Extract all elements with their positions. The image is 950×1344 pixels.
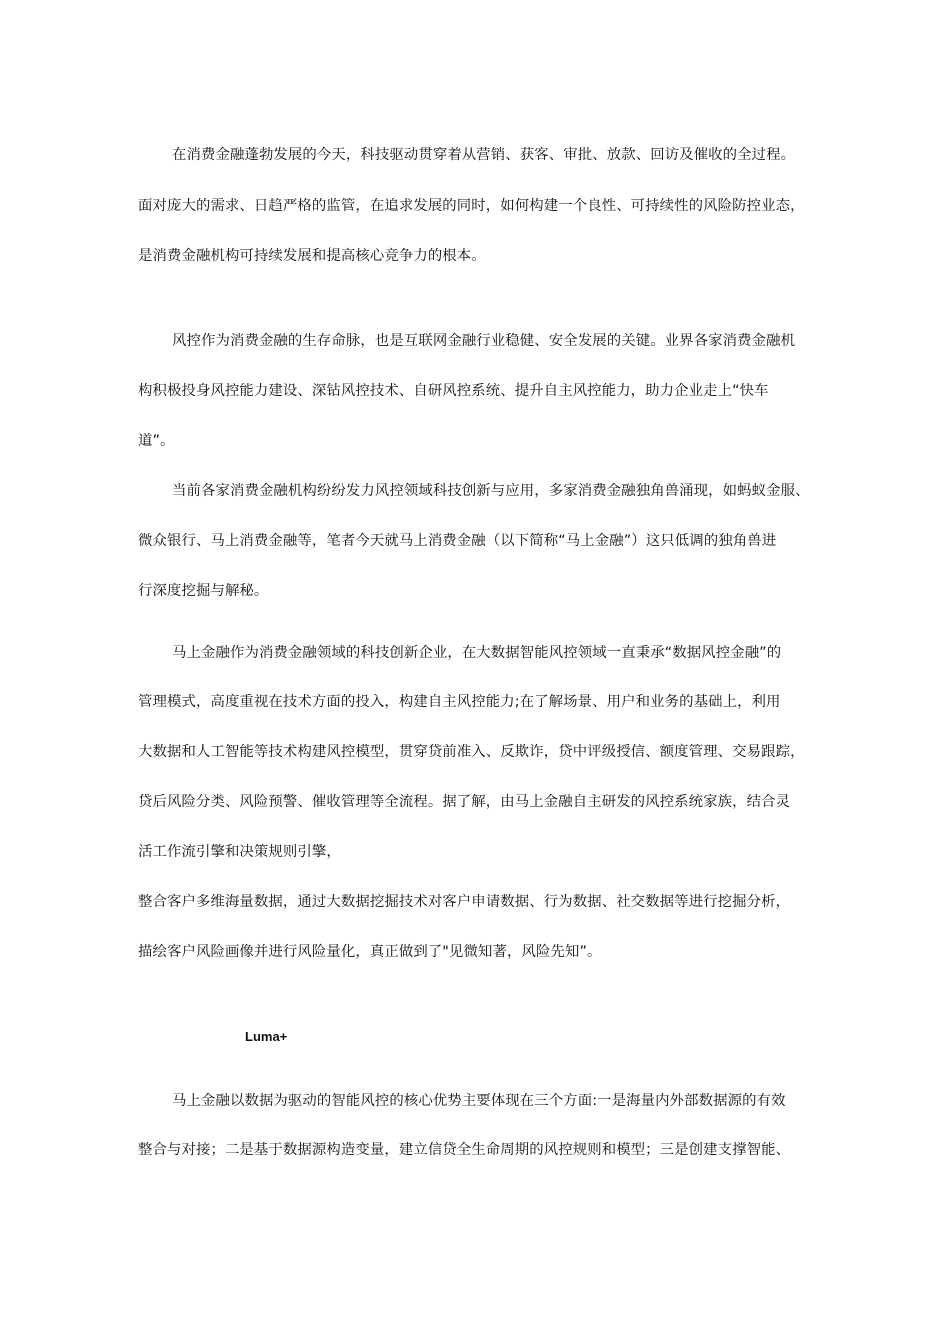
paragraph-2-line-1: 风控作为消费金融的生存命脉，也是互联网金融行业稳健、安全发展的关键。业界各家消费金融机 xyxy=(172,333,796,349)
paragraph-3-line-1: 当前各家消费金融机构纷纷发力风控领域科技创新与应用，多家消费金融独角兽涌现，如蚂蚁金服、 xyxy=(172,483,810,499)
paragraph-1-line-2: 面对庞大的需求、日趋严格的监管，在追求发展的同时，如何构建一个良性、可持续性的风险防控业态， xyxy=(138,198,805,214)
paragraph-4-line-3: 大数据和人工智能等技术构建风控模型，贯穿贷前准入、反欺诈，贷中评级授信、额度管理、交易跟踪， xyxy=(138,744,805,760)
paragraph-4-line-5: 活工作流引擎和决策规则引擎， xyxy=(138,844,341,860)
paragraph-1-line-1: 在消费金融蓬勃发展的今天，科技驱动贯穿着从营销、获客、审批、放款、回访及催收的全过程。 xyxy=(172,147,796,163)
paragraph-1-line-3: 是消费金融机构可持续发展和提高核心竞争力的根本。 xyxy=(138,248,486,264)
paragraph-4-line-4: 贷后风险分类、风险预警、催收管理等全流程。据了解，由马上金融自主研发的风控系统家族，结合灵 xyxy=(138,794,791,810)
paragraph-2-line-3: 道”。 xyxy=(138,433,175,449)
paragraph-2-line-2: 构积极投身风控能力建设、深钻风控技术、自研风控系统、提升自主风控能力，助力企业走上“快车 xyxy=(138,383,769,399)
paragraph-5-line-2: 整合与对接；二是基于数据源构造变量，建立信贷全生命周期的风控规则和模型；三是创建支撑智能、 xyxy=(138,1142,791,1158)
paragraph-4-line-1: 马上金融作为消费金融领域的科技创新企业，在大数据智能风控领域一直秉承“数据风控金融”的 xyxy=(172,645,782,661)
paragraph-5-line-1: 马上金融以数据为驱动的智能风控的核心优势主要体现在三个方面:一是海量内外部数据源的有效 xyxy=(172,1093,786,1109)
paragraph-4-line-7: 描绘客户风险画像并进行风险量化，真正做到了"见微知著，风险先知”。 xyxy=(138,944,602,960)
paragraph-3-line-3: 行深度挖掘与解秘。 xyxy=(138,583,269,599)
paragraph-4-line-6: 整合客户多维海量数据，通过大数据挖掘技术对客户申请数据、行为数据、社交数据等进行挖掘分析， xyxy=(138,894,791,910)
paragraph-3-line-2: 微众银行、马上消费金融等，笔者今天就马上消费金融（以下简称“马上金融”）这只低调的独角兽进 xyxy=(138,533,777,549)
figure-label: Luma+ xyxy=(245,1029,288,1044)
paragraph-4-line-2: 管理模式，高度重视在技术方面的投入，构建自主风控能力;在了解场景、用户和业务的基础上，利用 xyxy=(138,694,781,710)
